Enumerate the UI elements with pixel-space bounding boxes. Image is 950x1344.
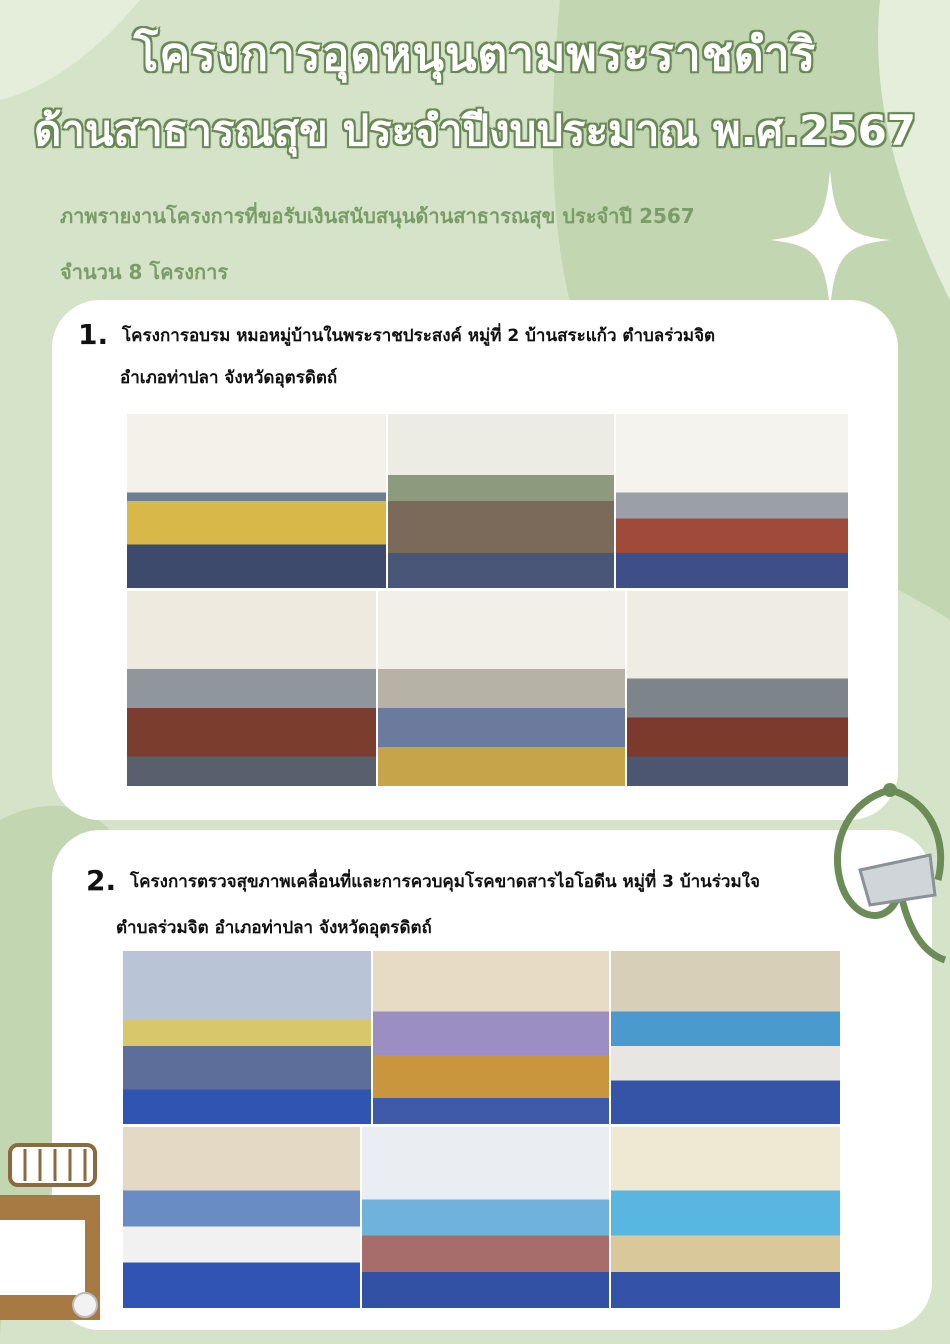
photo-1-4 [126, 590, 377, 787]
project-1-heading [78, 318, 715, 351]
photo-2-4 [122, 1126, 361, 1309]
photo-1-3 [615, 413, 849, 589]
page-title: โครงการอุดหนุนตามพระราชดำริ [133, 27, 817, 81]
project-2-location: ตำบลร่วมจิต อำเภอท่าปลา จังหวัดอุตรดิตถ์ [116, 918, 432, 938]
project-1-location: อำเภอท่าปลา จังหวัดอุตรดิตถ์ [120, 368, 338, 388]
stethoscope-icon [830, 780, 950, 970]
project-1-title: โครงการอบรม หมอหมู่บ้านในพระราชประสงค์ หมู่ที่ 2 บ้านสระแก้ว ตำบลร่วมจิต [122, 326, 716, 346]
sparkle-icon [770, 170, 890, 310]
photo-2-1 [122, 950, 372, 1125]
photo-2-2 [372, 950, 610, 1125]
photo-2-3 [610, 950, 841, 1125]
photo-1-6 [626, 590, 849, 787]
project-2-number: 2. [86, 864, 117, 897]
photo-2-5 [361, 1126, 610, 1309]
project-2-heading [86, 864, 760, 897]
photo-1-1 [126, 413, 387, 589]
medicine-bottle-icon [0, 1135, 110, 1325]
project-2-title: โครงการตรวจสุขภาพเคลื่อนที่และการควบคุมโรคขาดสารไอโอดีน หมู่ที่ 3 บ้านร่วมใจ [130, 872, 760, 892]
photo-2-6 [610, 1126, 841, 1309]
subtitle: ภาพรายงานโครงการที่ขอรับเงินสนับสนุนด้านสาธารณสุข ประจำปี 2567 [60, 204, 695, 228]
photo-1-2 [387, 413, 615, 589]
project-count: จำนวน 8 โครงการ [60, 260, 229, 284]
project-1-number: 1. [78, 318, 109, 351]
photo-1-5 [377, 590, 626, 787]
page-title-line2: ด้านสาธารณสุข ประจำปีงบประมาณ พ.ศ.2567 [33, 106, 917, 155]
